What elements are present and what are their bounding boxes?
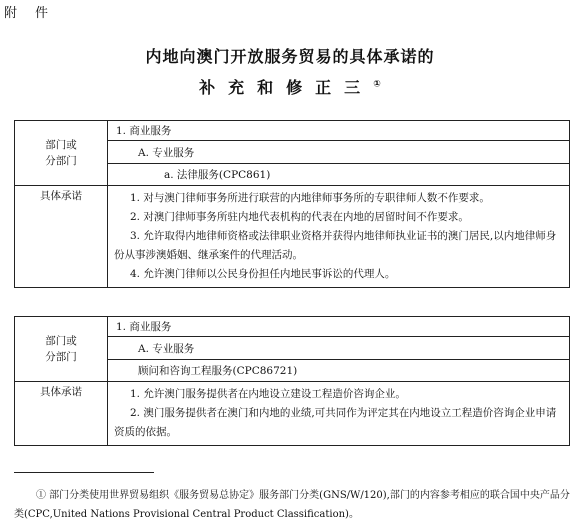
commitment-table-legal <box>14 120 570 288</box>
sector-label <box>15 317 108 382</box>
footnote-mark: ① <box>373 79 381 90</box>
document-title: 内地向澳门开放服务贸易的具体承诺的 <box>145 47 435 66</box>
footnote: ① 部门分类使用世界贸易组织《服务贸易总协定》服务部门分类(GNS/W/120),部门的内容参考相应的联合国中央产品分类(CPC,United Nations Provisional Central Product Classification)。 <box>14 490 570 520</box>
sector-cell: 1. 商业服务 <box>108 317 570 337</box>
item-cell: 顾问和咨询工程服务(CPC86721) <box>108 360 570 382</box>
annex-label: 附件 <box>4 6 67 21</box>
table-row <box>15 186 570 288</box>
commitment-label: 具体承诺 <box>15 186 108 288</box>
sector-label-text: 部门或 分部门 <box>45 139 77 167</box>
subtitle-text: 补充和修正三 <box>199 78 374 97</box>
commitment-table-engineering <box>14 316 570 446</box>
commitment-cell <box>108 382 570 446</box>
sector-cell: 1. 商业服务 <box>108 121 570 141</box>
commitment-item: 2. 对澳门律师事务所驻内地代表机构的代表在内地的居留时间不作要求。 <box>130 211 469 223</box>
commitment-item: 4. 允许澳门律师以公民身份担任内地民事诉讼的代理人。 <box>130 268 396 280</box>
commitment-item: 1. 允许澳门服务提供者在内地设立建设工程造价咨询企业。 <box>130 388 406 400</box>
sector-label-text: 部门或 分部门 <box>45 335 77 363</box>
item-cell: a. 法律服务(CPC861) <box>108 164 570 186</box>
table-row <box>15 382 570 446</box>
table-row <box>15 317 570 337</box>
document-subtitle <box>0 75 580 98</box>
table-row <box>15 121 570 141</box>
sub-sector-cell: A. 专业服务 <box>108 141 570 164</box>
commitment-item: 3. 允许取得内地律师资格或法律职业资格并获得内地律师执业证书的澳门居民,以内地律师身份从事涉澳婚姻、继承案件的代理活动。 <box>114 230 557 261</box>
commitment-cell <box>108 186 570 288</box>
commitment-label: 具体承诺 <box>15 382 108 446</box>
sector-label <box>15 121 108 186</box>
commitment-item: 1. 对与澳门律师事务所进行联营的内地律师事务所的专职律师人数不作要求。 <box>130 192 490 204</box>
commitment-item: 2. 澳门服务提供者在澳门和内地的业绩,可共同作为评定其在内地设立工程造价咨询企业申请资质的依据。 <box>114 407 557 438</box>
sub-sector-cell: A. 专业服务 <box>108 337 570 360</box>
footnote-divider <box>14 472 154 473</box>
